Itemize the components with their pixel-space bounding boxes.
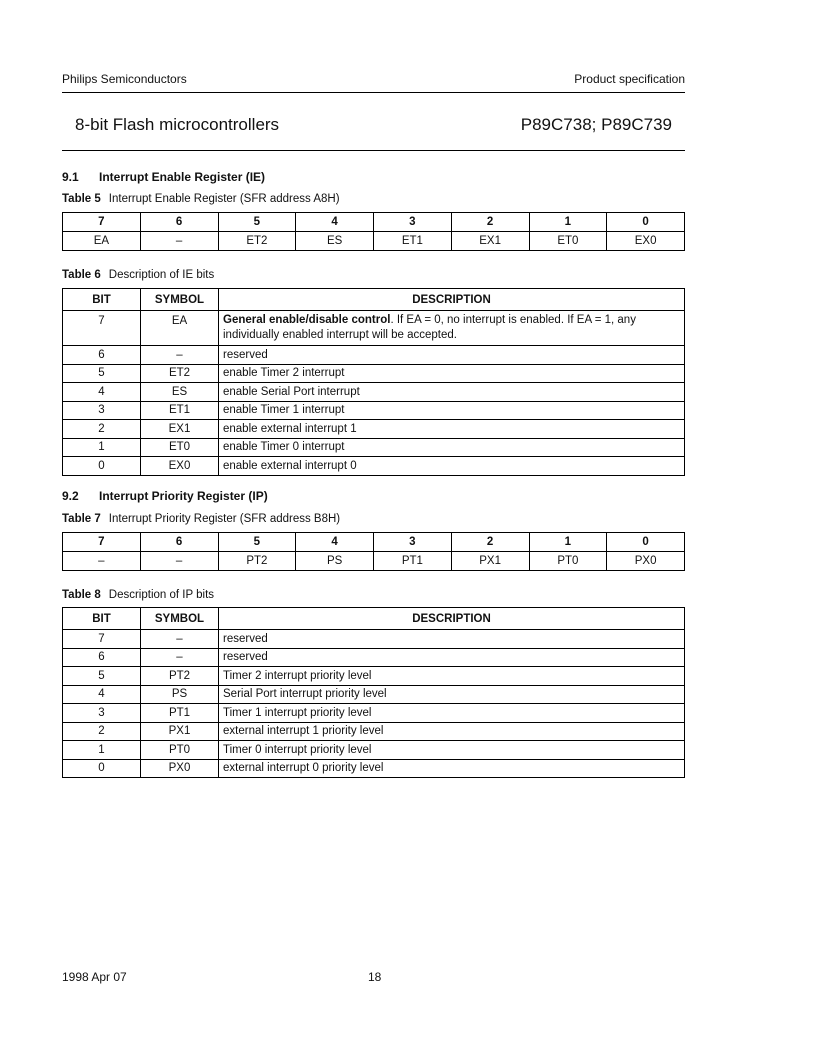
table-row bbox=[63, 685, 685, 704]
bit-number-cell: 0 bbox=[607, 213, 685, 232]
bit-symbol-cell: EX1 bbox=[451, 232, 529, 251]
section-heading-ip bbox=[62, 489, 268, 503]
bit-cell: 6 bbox=[63, 346, 141, 365]
symbol-cell: PS bbox=[141, 685, 219, 704]
bit-cell: 6 bbox=[63, 648, 141, 667]
table6-caption bbox=[62, 269, 214, 281]
description-cell: enable external interrupt 1 bbox=[219, 420, 685, 439]
table-row bbox=[63, 667, 685, 686]
footer-date: 1998 Apr 07 bbox=[62, 970, 127, 984]
bit-symbol-cell: PT0 bbox=[529, 552, 607, 571]
table-row bbox=[63, 722, 685, 741]
bit-number-row bbox=[63, 533, 685, 552]
description-text: . If EA = 0, no interrupt is enabled. If EA = 1, any individually enabled interrupt will be accepted. bbox=[223, 314, 636, 341]
table-row bbox=[63, 383, 685, 402]
bit-cell: 7 bbox=[63, 311, 141, 346]
bit-symbol-cell: ES bbox=[296, 232, 374, 251]
column-header-bit: BIT bbox=[63, 608, 141, 630]
description-bold: General enable/disable control bbox=[223, 314, 391, 326]
description-cell: enable external interrupt 0 bbox=[219, 457, 685, 476]
section-title: Interrupt Enable Register (IE) bbox=[99, 170, 266, 184]
bit-number-cell: 4 bbox=[296, 533, 374, 552]
bit-symbol-cell: PT2 bbox=[218, 552, 296, 571]
column-header-symbol: SYMBOL bbox=[141, 289, 219, 311]
bit-symbol-cell: PS bbox=[296, 552, 374, 571]
column-header-symbol: SYMBOL bbox=[141, 608, 219, 630]
section-title: Interrupt Priority Register (IP) bbox=[99, 489, 268, 503]
bit-number-cell: 1 bbox=[529, 533, 607, 552]
table8-caption bbox=[62, 589, 214, 601]
column-header-description: DESCRIPTION bbox=[219, 289, 685, 311]
bit-cell: 3 bbox=[63, 704, 141, 723]
ip-register-table bbox=[62, 532, 685, 571]
symbol-cell: PT2 bbox=[141, 667, 219, 686]
table5-caption bbox=[62, 193, 340, 205]
bit-number-cell: 5 bbox=[218, 213, 296, 232]
bit-symbol-cell: PX1 bbox=[451, 552, 529, 571]
description-cell: reserved bbox=[219, 630, 685, 649]
description-cell: enable Timer 0 interrupt bbox=[219, 438, 685, 457]
description-cell: reserved bbox=[219, 648, 685, 667]
bit-cell: 5 bbox=[63, 364, 141, 383]
bit-number-cell: 7 bbox=[63, 533, 141, 552]
description-cell: enable Timer 2 interrupt bbox=[219, 364, 685, 383]
part-numbers: P89C738; P89C739 bbox=[520, 115, 672, 134]
bit-number-cell: 3 bbox=[374, 213, 452, 232]
table-row bbox=[63, 401, 685, 420]
symbol-cell: PX1 bbox=[141, 722, 219, 741]
bit-number-cell: 1 bbox=[529, 213, 607, 232]
description-cell: external interrupt 0 priority level bbox=[219, 759, 685, 778]
table-label: Table 5 bbox=[62, 193, 101, 205]
table-header-row bbox=[63, 289, 685, 311]
table-row bbox=[63, 630, 685, 649]
table-row bbox=[63, 346, 685, 365]
symbol-cell: – bbox=[141, 648, 219, 667]
bit-cell: 0 bbox=[63, 457, 141, 476]
bit-symbol-cell: ET0 bbox=[529, 232, 607, 251]
table-caption-text: Interrupt Enable Register (SFR address A8H) bbox=[108, 193, 340, 205]
symbol-cell: ET0 bbox=[141, 438, 219, 457]
description-cell: external interrupt 1 priority level bbox=[219, 722, 685, 741]
table7-caption bbox=[62, 513, 340, 525]
bit-symbol-cell: EX0 bbox=[607, 232, 685, 251]
header-rule-bottom bbox=[62, 150, 685, 151]
bit-number-cell: 5 bbox=[218, 533, 296, 552]
ip-description-table bbox=[62, 607, 685, 778]
doc-type: Product specification bbox=[574, 72, 685, 86]
symbol-cell: PT0 bbox=[141, 741, 219, 760]
table-label: Table 8 bbox=[62, 589, 101, 601]
symbol-cell: PT1 bbox=[141, 704, 219, 723]
symbol-cell: – bbox=[141, 630, 219, 649]
bit-number-cell: 2 bbox=[451, 533, 529, 552]
page-number: 18 bbox=[368, 970, 382, 984]
table-caption-text: Description of IE bits bbox=[108, 269, 215, 281]
description-cell: Timer 0 interrupt priority level bbox=[219, 741, 685, 760]
table-header-row bbox=[63, 608, 685, 630]
bit-cell: 4 bbox=[63, 685, 141, 704]
bit-symbol-cell: PX0 bbox=[607, 552, 685, 571]
table-label: Table 6 bbox=[62, 269, 101, 281]
bit-symbol-cell: PT1 bbox=[374, 552, 452, 571]
table-row bbox=[63, 704, 685, 723]
bit-cell: 2 bbox=[63, 722, 141, 741]
bit-cell: 3 bbox=[63, 401, 141, 420]
table-label: Table 7 bbox=[62, 513, 101, 525]
description-cell: enable Serial Port interrupt bbox=[219, 383, 685, 402]
description-cell: Serial Port interrupt priority level bbox=[219, 685, 685, 704]
doc-title: 8-bit Flash microcontrollers bbox=[75, 115, 280, 134]
bit-number-cell: 2 bbox=[451, 213, 529, 232]
table-row bbox=[63, 457, 685, 476]
symbol-cell: PX0 bbox=[141, 759, 219, 778]
bit-symbol-row bbox=[63, 552, 685, 571]
bit-symbol-row bbox=[63, 232, 685, 251]
bit-cell: 2 bbox=[63, 420, 141, 439]
bit-number-cell: 6 bbox=[140, 213, 218, 232]
bit-number-cell: 6 bbox=[140, 533, 218, 552]
bit-cell: 5 bbox=[63, 667, 141, 686]
bit-cell: 7 bbox=[63, 630, 141, 649]
bit-symbol-cell: – bbox=[63, 552, 141, 571]
table-row bbox=[63, 438, 685, 457]
bit-cell: 1 bbox=[63, 438, 141, 457]
section-number: 9.2 bbox=[62, 489, 79, 503]
description-cell: Timer 1 interrupt priority level bbox=[219, 704, 685, 723]
header-rule-top bbox=[62, 92, 685, 93]
symbol-cell: ET1 bbox=[141, 401, 219, 420]
column-header-description: DESCRIPTION bbox=[219, 608, 685, 630]
bit-number-cell: 0 bbox=[607, 533, 685, 552]
table-caption-text: Interrupt Priority Register (SFR address B8H) bbox=[108, 513, 341, 525]
table-row bbox=[63, 420, 685, 439]
description-cell: Timer 2 interrupt priority level bbox=[219, 667, 685, 686]
bit-cell: 4 bbox=[63, 383, 141, 402]
bit-number-cell: 3 bbox=[374, 533, 452, 552]
bit-number-cell: 7 bbox=[63, 213, 141, 232]
bit-number-row bbox=[63, 213, 685, 232]
symbol-cell: EA bbox=[141, 311, 219, 346]
table-caption-text: Description of IP bits bbox=[108, 589, 215, 601]
bit-cell: 1 bbox=[63, 741, 141, 760]
section-number: 9.1 bbox=[62, 170, 79, 184]
ie-description-table bbox=[62, 288, 685, 476]
description-cell: enable Timer 1 interrupt bbox=[219, 401, 685, 420]
table-row bbox=[63, 648, 685, 667]
section-heading-ie bbox=[62, 170, 265, 184]
symbol-cell: EX0 bbox=[141, 457, 219, 476]
bit-symbol-cell: – bbox=[140, 552, 218, 571]
bit-cell: 0 bbox=[63, 759, 141, 778]
symbol-cell: – bbox=[141, 346, 219, 365]
ie-register-table bbox=[62, 212, 685, 251]
symbol-cell: ES bbox=[141, 383, 219, 402]
table-row bbox=[63, 759, 685, 778]
bit-symbol-cell: EA bbox=[63, 232, 141, 251]
bit-symbol-cell: – bbox=[140, 232, 218, 251]
bit-symbol-cell: ET2 bbox=[218, 232, 296, 251]
symbol-cell: EX1 bbox=[141, 420, 219, 439]
bit-number-cell: 4 bbox=[296, 213, 374, 232]
table-row bbox=[63, 311, 685, 346]
table-row bbox=[63, 364, 685, 383]
column-header-bit: BIT bbox=[63, 289, 141, 311]
table-row bbox=[63, 741, 685, 760]
bit-symbol-cell: ET1 bbox=[374, 232, 452, 251]
description-cell: reserved bbox=[219, 346, 685, 365]
description-cell bbox=[219, 311, 685, 346]
company-name: Philips Semiconductors bbox=[62, 72, 187, 86]
symbol-cell: ET2 bbox=[141, 364, 219, 383]
